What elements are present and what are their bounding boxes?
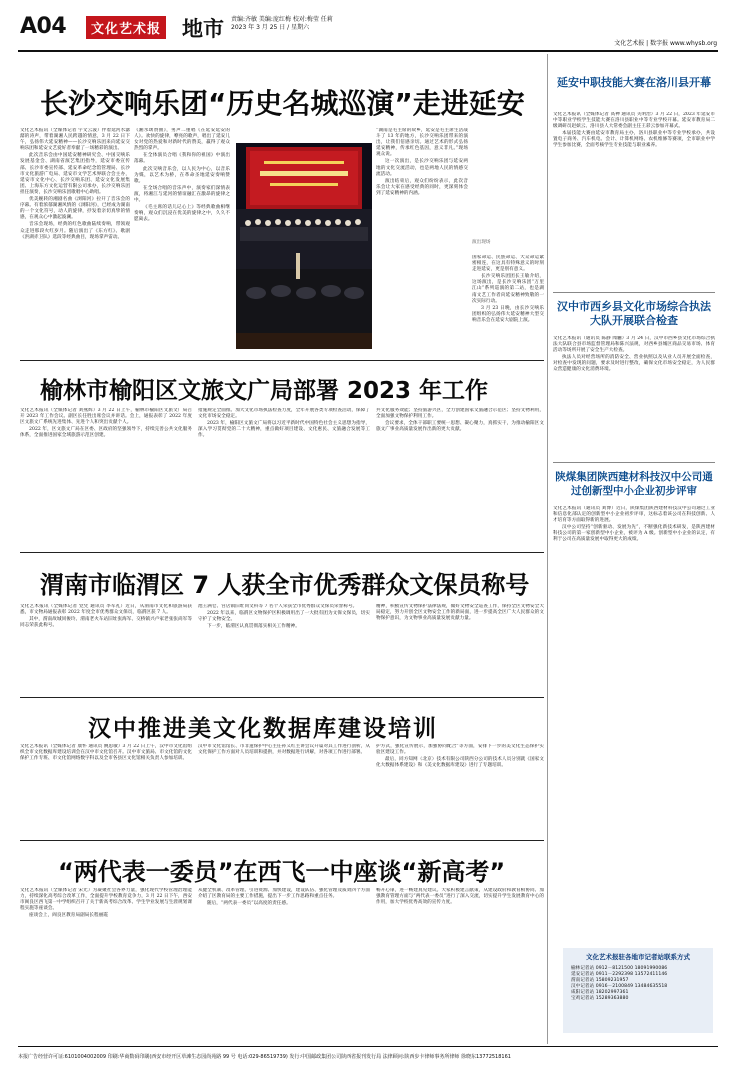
credits-line-1: 责编:齐敏 美编:庞红梅 校对:梅莹 任莉 bbox=[231, 16, 333, 23]
side3-body bbox=[553, 506, 715, 942]
paragraph: 共文化服务效能；坚持旅游兴区，全力创建国家文旅融合示范区；坚持文物利用，全面加强文物保护利用工作。 bbox=[376, 408, 544, 420]
side3-title: 陕煤集团陕西建材科技汉中公司通过创新型中小企业初步评审 bbox=[555, 471, 713, 497]
paragraph: 长沙交响乐团团长王敏介绍，这场演出，是长沙交响乐团“万里江山”系列巡演的第二站，也是湖南文艺工作者向延安精神致敬的一次实际行动。 bbox=[472, 274, 544, 304]
article4-col1 bbox=[20, 744, 192, 836]
paragraph: 执法人员对经营场所的消防安全、营业执照以及从业人员开展全面检查，对检查中发现的问题，要求及时进行整改，确保文化市场安全稳定，为人民群众营造健康的文化消费环境。 bbox=[553, 355, 715, 373]
paragraph: 音乐会现场，经典的红色歌曲陆续奏响，带领观众走进那段火红岁月。随后演出了《东方红》、歌剧《洪湖赤卫队》选段等经典曲目，现场掌声雷动。 bbox=[20, 222, 130, 240]
paragraph: 文化艺术报讯（全媒体记者 党凭 通讯员 李军礼）近日，从渭南市文化和旅游局获悉，市文物局通报表彰 2022 年度全市优秀群众文保员，临渭区获 7 人。 bbox=[20, 604, 192, 616]
side2-title: 汉中市西乡县文化市场综合执法大队开展联合检查 bbox=[557, 300, 711, 327]
paragraph: 这一次演出，是长沙交响乐团与延安两地的文化交流活动，也是两地人民的情感交流活动。 bbox=[376, 159, 468, 177]
paragraph: 文化艺术报讯（全媒体记者 宋光）为凝聚社会各界力量，强化现代学校管理治理能力，持续深化高考综合改革工作，全面提升学校教育竞争力，3 月 22 日下午，西安市阎良区西飞第一中学组织召开了关于新高考综合改革、学生学业发展与生涯规划课程实施等座谈会。 bbox=[20, 888, 192, 912]
paragraph: 《毛主席的话儿记心上》等经典歌曲相继奏响，观众们沉浸在优美的旋律之中，久久不愿离去。 bbox=[134, 205, 230, 223]
article-separator bbox=[20, 552, 544, 553]
paragraph: 2022 年以来，临渭区文物保护区积极调用出了一大批有团为文保文保员，切实守护了文物安全。 bbox=[198, 611, 370, 623]
concert-illustration bbox=[236, 143, 372, 349]
paragraph: 措施规定全面推。加大文化市场执法检查力度，全年开展各类专项检查活动，保障了文化市场安全稳定。 bbox=[198, 408, 370, 420]
article4-title: 汉中推进美文化数据库建设培训 bbox=[88, 716, 438, 742]
article-separator bbox=[20, 360, 544, 361]
station-row: 延安记者站 0911－2292398 13572411146 bbox=[571, 972, 668, 978]
paragraph: 2023 年，榆阳区文旅文广局将以习近平新时代中国特色社会主义思想为指导，深入学习贯彻党的二十大精神，重点做好项目建设、文化惠民、文旅融合发展等工作。 bbox=[198, 421, 370, 439]
article4-col2 bbox=[198, 744, 370, 836]
article5-title: “两代表一委员”在西飞一中座谈“新高考” bbox=[58, 858, 506, 886]
station-row: 宝鸡记者站 15289363880 bbox=[571, 996, 629, 1002]
paragraph: 从健全机制、改革管理、引进资源、加快建设，建设队伍、强化管理及质效四个方面介绍了区教育局的主要工作措施，提出下一步工作思路和重点任务。 bbox=[198, 888, 370, 900]
article1-col3 bbox=[376, 128, 468, 348]
paragraph: 文化艺术报讯（通讯员 陈静 闻骊）3 月 24 日，汉中市西乡县文化市场综合执法大队联合县市场监督管理局和陈兴法规，对西乡县城区商品交易市场、体育活动等场所开展了安全生产大检查。 bbox=[553, 336, 715, 354]
station-row: 咸阳记者站 18202997361 bbox=[571, 990, 629, 996]
paragraph: 文化艺术报讯（通讯员 刘博）近日，陕煤集团陕西建材科技汉中公司通过工业和信息化部认定的创新型中小企业初步评审，这标志着该公司在科技创新、人才培育等方面取得新的进展。 bbox=[553, 506, 715, 524]
paragraph: 护方式，强化宣传展示，加强协同配合”等方面，安排下一步的美文化生态保护实验区建设工作。 bbox=[376, 744, 544, 756]
paragraph: 下一步，临渭区认真贯彻落实相关工作精神。 bbox=[207, 624, 300, 630]
article3-col3 bbox=[376, 604, 544, 692]
article5-col2 bbox=[198, 888, 370, 1038]
info-box-title: 文化艺术报驻各地市记者站联系方式 bbox=[586, 953, 690, 961]
article-separator bbox=[20, 840, 544, 841]
paragraph: 随后，“两代表一委员”以高度的责任感。 bbox=[207, 901, 291, 907]
paragraph: 座谈会上，阎良区教育局副局长程丽霞 bbox=[29, 913, 108, 919]
station-row: 汉中记者站 0916－2100849 13484635518 bbox=[571, 984, 668, 990]
station-row: 榆林记者站 0912－8121500 18091990086 bbox=[571, 966, 668, 971]
paragraph: 汉中市文化馆馆长、市非遗保护中心主任孙义红主讲会议开篇对其工作进行剖析，从文化保护工作方面对人员培训和提供，并对数据进行讲解，对各项工作进行部署。 bbox=[198, 744, 370, 756]
article3-col1 bbox=[20, 604, 192, 692]
article1-col2 bbox=[134, 128, 230, 348]
side1-title: 延安中职技能大赛在洛川县开幕 bbox=[557, 76, 711, 89]
paragraph: 汉中公司坚持“创新驱动、发展为先”，不断强化新技术研发，是陕西建材科技公司的第一家创新型中小企业，被评为 A 级。创新型中小企业的认定，有利于公司在高质量发展中取得更大的成绩。 bbox=[553, 525, 715, 543]
paragraph: 精神，积极宣传文物保护法律法规，做好文物安全巡查工作，保持全区文物安全大局稳定，努力开创全区文物安全工作的新局面，进一步提高全区广大人民群众的文物保护意识，为文物事业高质量发展贡献力量。 bbox=[376, 604, 544, 622]
page-number: A04 bbox=[20, 14, 67, 39]
paragraph: 文化艺术报讯（全媒体记者 康怀 通讯员 姚思敏）3 月 22 日上午，汉中市文化馆组织全市文化数据库建设培训会在汉中市文化馆召开。汉中市文旅局、市文化馆的文化保护工作专班、市文化馆网络数字科以及全市各县区文化馆相关负责人参加培训。 bbox=[20, 744, 192, 762]
paragraph: 演出结束后，观众们纷纷表示，此次音乐会让大家在感受经典的同时，更深刻体会到了延安精神的内涵。 bbox=[376, 178, 468, 196]
footer-rule bbox=[18, 1046, 718, 1047]
paragraph: 在全体演员合唱《我和你的祖国》中演出落幕。 bbox=[134, 153, 230, 165]
article1-col1 bbox=[20, 128, 130, 348]
paragraph: 畅开心扉，进一畅建真见建议。大家积极建言献策，从建设政府和教育相协同、加强教育管理方面与“两代表一委员”进行了深入交流，切实提升学生发展教育中心的作用，加大学校优秀高效的宣传力度。 bbox=[376, 888, 544, 906]
paragraph: 国家命运、民族命运、大众命运紧密相连，在这具有特殊意义的时刻走进延安，更是别有意义。 bbox=[472, 255, 544, 273]
side-separator bbox=[553, 462, 715, 463]
side2-body bbox=[553, 336, 715, 458]
paragraph: 3 月 23 日晚，由长沙交响乐团组织的弘扬伟大延安精神大型交响音乐会在延安大剧院上演。 bbox=[472, 305, 544, 323]
paragraph: 《湘水颂赞曲》，男声二重唱《在延安延安的人》。欢快的旋律，嘹亮的歌声，唱出了延安儿女对党的热爱和对新时代的赞美，赢得了观众热烈的掌声。 bbox=[134, 128, 230, 152]
side1-body bbox=[553, 112, 715, 290]
station-list bbox=[571, 966, 707, 1003]
article2-title: 榆林市榆阳区文旅文广局部署 2023 年工作 bbox=[40, 378, 489, 404]
editor-credits bbox=[231, 16, 333, 32]
article2-col2 bbox=[198, 408, 370, 546]
reporter-stations-box bbox=[563, 948, 713, 1033]
article1-title: 长沙交响乐团“历史名城巡演”走进延安 bbox=[40, 87, 525, 120]
article1-col4 bbox=[472, 255, 544, 347]
site-url: 文化艺术报 | 数字报 www.whysb.org bbox=[614, 40, 717, 47]
paragraph: 最后，同方知网（北京）技术有限公司陕西分公司的技术人员分别就《国家文化大数据体系建设》和《美文化数据库建设》进行了专题培训。 bbox=[376, 757, 544, 769]
paragraph: 文化艺术报讯（全媒体记者 高神 通讯员 关明治）3 月 22 日，2023 年延安市中等职业学校学生技能大赛在洛川县职业中等专业学校开幕。延安市教育局二级调研员赵嫔云、洛川县人大常委会副主任王彩云参加开幕式。 bbox=[553, 112, 715, 130]
paragraph: 池王满仓、宫店镇旧址同文科等 7 名个人荣获全市优秀群众文保员荣誉称号。 bbox=[198, 604, 358, 609]
header-rule bbox=[18, 50, 718, 52]
paragraph: 此次音乐会由中国延安精神研究会、中国交响乐发展基金会、湖南省演艺集团指导，延安市委宣传部、长沙市委宣传部、延安革命纪念馆管理局、长沙市文化旅游广电局、延安市文学艺术界联合会主办，延安市文化中心、长沙交响乐团、延安文化发展集团、上海东方文化运营有限公司承办，长沙交响乐团担任演奏，长沙交响乐团歌唱中心助唱。 bbox=[20, 153, 130, 195]
article5-col3 bbox=[376, 888, 544, 1038]
article2-col3 bbox=[376, 408, 544, 546]
paragraph: “湖南是毛主席的故乡，延安是毛主席生活战斗了 13 年的地方，长沙交响乐团带来的演出，让我们倍感亲切。通过艺术的形式弘扬延安精神，传承红色基因，意义非凡。”现场观众说。 bbox=[376, 128, 468, 158]
side-separator bbox=[553, 292, 715, 293]
photo-caption: 演出现场 bbox=[472, 240, 491, 245]
paragraph: 会议要求，全体干部职工要统一思想、凝心聚力，真抓实干，为推动榆阳区文旅文广事业高质量发展作出新的更大贡献。 bbox=[376, 421, 544, 433]
paragraph: 其中，渭南故城同俊玲、渭南老火车站旧址张海军、交桥镇兴卢家老张张尚军等同志荣获此称号。 bbox=[20, 617, 192, 629]
column-divider bbox=[547, 54, 548, 1044]
paragraph: 2022 年，区文旅文广局在区委、区政府的坚强领导下，持续完善公共文化服务体系，全面推进国家全域旅游示范区创建。 bbox=[20, 427, 192, 439]
paragraph: 文化艺术报讯（全媒体记者 刘燕辉）3 月 22 日上午，榆林市榆阳区文旅文广局召开 2023 年工作会议。副区长任胜出席会议并讲话。会上，通报表彰了 2022 年度区文旅文广系统先进集体、先进个人和突出贡献个人。 bbox=[20, 408, 192, 426]
paragraph: 在全场合唱的音乐声中，演奏家们深情表演，将湘江与延河的情谊融汇在激昂的旋律之中。 bbox=[134, 185, 230, 204]
article4-col3 bbox=[376, 744, 544, 836]
paragraph: 优美婉转的湘剧名曲《浏阳河》拉开了音乐会的序幕。有着浓郁湖湘风情的《浏阳河》，已经成为湖南的一个文化符号，动人的旋律，抒发着亲切真挚的情感，在观众心中激起波澜。 bbox=[20, 197, 130, 221]
article5-col1 bbox=[20, 888, 192, 1038]
article-separator bbox=[20, 697, 544, 698]
article3-title: 渭南市临渭区 7 人获全市优秀群众文保员称号 bbox=[40, 571, 530, 599]
section-title: 地市 bbox=[182, 17, 224, 41]
paragraph: 本届技能大赛由延安市教育局主办，洛川县职业中等专业学校承办，共设置电子商务、汽车机电、会计、计算机网络、农机维修等赛项，全市职业中学学生参加比赛，全面考核学生专业技能与职业素养。 bbox=[553, 131, 715, 149]
paragraph: 此次交响音乐会，以人民为中心，以音乐为媒，以艺术为桥，在革命圣地延安奏响赞歌。 bbox=[134, 166, 230, 184]
article2-col1 bbox=[20, 408, 192, 546]
masthead-logo: 文化艺术报 bbox=[86, 16, 166, 39]
concert-photo bbox=[236, 143, 372, 349]
footer-info: 本报广告经营许可证:6101004002009 印刷:华商数码印刷(西安市经开区草滩生态园尚苑路 99 号 电话:029-86519739) 发行:中国邮政集团公司陕西省报刊发行局 法律顾问:陕西步卡律师事务所律师 徐晓东13772518161 bbox=[18, 1054, 511, 1060]
article3-col2 bbox=[198, 604, 370, 692]
paragraph: 文化艺术报讯（全媒体记者 宇文云波）伴着延河水潺潺的涛声，带着湖湘人民跨越的情意，3 月 22 日下午，弘扬伟大延安精神——长沙交响乐团来向延安交响乐团和延安文艺爱好者奉献了一场精彩的演出。 bbox=[20, 128, 130, 152]
station-row: 渭南记者站 15809231957 bbox=[571, 978, 629, 984]
credits-line-2: 2023 年 3 月 25 日 / 星期六 bbox=[231, 24, 310, 31]
